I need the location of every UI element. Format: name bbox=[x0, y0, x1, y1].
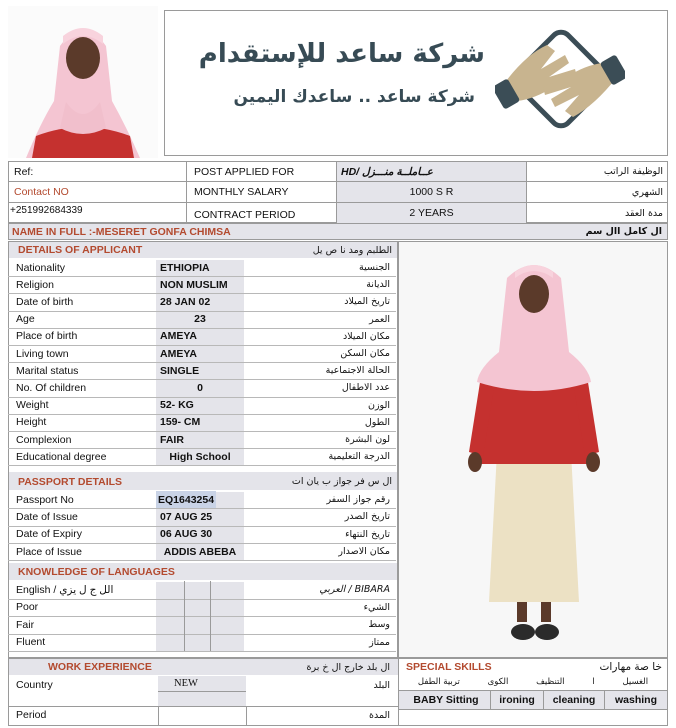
language-divider bbox=[184, 581, 185, 651]
place-of-birth-ar-label: مكان الميلاد bbox=[342, 330, 390, 342]
nationality-value: ETHIOPIA bbox=[160, 261, 210, 274]
living-town-label: Living town bbox=[16, 347, 69, 360]
lang-poor-value-box bbox=[156, 600, 244, 617]
skills-sub-ar bbox=[400, 675, 666, 689]
date-of-issue-label: Date of Issue bbox=[16, 510, 78, 523]
religion-ar-label: الديانة bbox=[366, 279, 390, 291]
marital-status-ar-label: الحالة الاجتماعية bbox=[325, 365, 390, 377]
skill-ar-2: ا bbox=[592, 677, 595, 687]
lang-fair-ar-label: وسط bbox=[368, 619, 390, 631]
complexion-ar-label: لون البشرة bbox=[345, 434, 390, 446]
date-of-birth-ar-label: تاريخ الميلاد bbox=[344, 296, 390, 308]
religion-label: Religion bbox=[16, 278, 54, 291]
marital-status-value: SINGLE bbox=[160, 364, 200, 377]
weight-label: Weight bbox=[16, 399, 49, 412]
contact-label: Contact NO bbox=[14, 186, 69, 198]
passport-no-ar-label: رقم جواز السفر bbox=[326, 494, 390, 506]
date-of-birth-label: Date of birth bbox=[16, 295, 74, 308]
details-title-ar: الطلبم ومد نا ص يل bbox=[312, 244, 392, 256]
height-label: Height bbox=[16, 416, 47, 429]
education-ar-label: الدرجة التعليمية bbox=[328, 451, 390, 463]
passport-no-value: EQ1643254 bbox=[156, 491, 216, 508]
top-banner bbox=[8, 6, 668, 158]
skill-washing: washing bbox=[614, 693, 657, 706]
place-of-issue-ar-label: مكان الاصدار bbox=[338, 546, 390, 558]
post-applied-label: POST APPLIED FOR bbox=[194, 165, 295, 178]
lang-poor-label: Poor bbox=[16, 601, 39, 614]
date-of-issue-value: 07 AUG 25 bbox=[160, 510, 213, 523]
children-value: 0 bbox=[197, 381, 203, 394]
company-logo bbox=[495, 25, 625, 145]
full-name-ar: ال كامل اال سم bbox=[585, 226, 662, 237]
age-value: 23 bbox=[194, 313, 206, 326]
skill-ironing: ironing bbox=[499, 693, 535, 706]
height-value: 159- CM bbox=[160, 416, 201, 429]
language-divider bbox=[210, 581, 211, 651]
lang-fluent-ar-label: ممتاز bbox=[369, 636, 390, 648]
weight-value: 52- KG bbox=[160, 399, 194, 412]
education-label: Educational degree bbox=[16, 450, 107, 463]
date-of-expiry-ar-label: تاريخ النتهاء bbox=[345, 528, 390, 540]
living-town-ar-label: مكان السكن bbox=[340, 348, 390, 360]
skill-cleaning: cleaning bbox=[552, 693, 596, 706]
languages-title: KNOWLEDGE OF LANGUAGES bbox=[18, 565, 175, 578]
passport-no-label: Passport No bbox=[16, 493, 74, 506]
date-of-expiry-label: Date of Expiry bbox=[16, 528, 82, 541]
lang-poor-ar-label: الشيء bbox=[363, 601, 390, 613]
company-title: شركة ساعد للإستقدام bbox=[198, 39, 485, 69]
nationality-ar-label: الجنسية bbox=[359, 262, 390, 274]
lang-fair-value-box bbox=[156, 617, 244, 634]
post-value: HD/ عــاملــة منـــزل bbox=[337, 162, 526, 181]
period-label: Period bbox=[16, 709, 47, 721]
skill-ar-4: الكوى bbox=[487, 677, 509, 687]
living-town-value: AMEYA bbox=[160, 347, 197, 360]
monthly-salary-label: MONTHLY SALARY bbox=[194, 186, 289, 198]
details-title: DETAILS OF APPLICANT bbox=[18, 244, 143, 256]
weight-ar-label: الوزن bbox=[367, 399, 390, 411]
height-ar-label: الطول bbox=[364, 416, 390, 428]
skill-ar-5: تربية الطفل bbox=[417, 677, 460, 687]
passport-title-ar: ال س فر جواز ب يان ات bbox=[291, 476, 392, 487]
age-label: Age bbox=[16, 313, 35, 326]
education-value: High School bbox=[169, 450, 231, 463]
passport-title: PASSPORT DETAILS bbox=[18, 475, 123, 488]
applicant-small-photo bbox=[8, 6, 158, 158]
applicant-full-photo bbox=[398, 241, 668, 658]
period-ar: المدة bbox=[369, 709, 390, 721]
contract-period-label: CONTRACT PERIOD bbox=[194, 208, 296, 221]
company-banner bbox=[164, 10, 668, 156]
children-ar-label: عدد الاطفال bbox=[341, 382, 390, 394]
country-ar: البلد bbox=[373, 679, 390, 691]
date-of-issue-ar-label: تاريخ الصدر bbox=[344, 511, 390, 523]
lang-english-label: English / الل ج ل يزي bbox=[16, 583, 114, 596]
children-label: No. Of children bbox=[16, 381, 87, 394]
contract-value: 2 YEARS bbox=[337, 203, 526, 223]
country-label: Country bbox=[16, 679, 53, 691]
contract-ar-label: مدة العقد bbox=[625, 207, 663, 219]
phone-number: +251992684339 bbox=[10, 204, 83, 216]
place-of-birth-value: AMEYA bbox=[160, 330, 197, 343]
complexion-value: FAIR bbox=[160, 433, 184, 446]
salary-ar-label: الشهري bbox=[631, 186, 663, 198]
place-of-birth-label: Place of birth bbox=[16, 330, 78, 343]
place-of-issue-label: Place of Issue bbox=[16, 545, 82, 558]
complexion-label: Complexion bbox=[16, 433, 72, 446]
skills-title: SPECIAL SKILLS bbox=[406, 661, 492, 673]
lang-fair-label: Fair bbox=[16, 618, 35, 631]
lang-english-ar-label: BIBARA / العربي bbox=[319, 584, 390, 596]
skill-ar-3: التنظيف bbox=[536, 677, 565, 687]
full-name: NAME IN FULL :-MESERET GONFA CHIMSA bbox=[12, 225, 231, 238]
skill-ar-1: الغسيل bbox=[622, 677, 649, 687]
date-of-expiry-value: 06 AUG 30 bbox=[160, 528, 213, 541]
country-value: NEW bbox=[174, 677, 198, 689]
lang-fluent-label: Fluent bbox=[16, 636, 46, 649]
skill-baby-sitting: BABY Sitting bbox=[413, 693, 479, 706]
nationality-label: Nationality bbox=[16, 261, 66, 274]
marital-status-label: Marital status bbox=[16, 364, 79, 377]
company-subtitle: شركة ساعد .. ساعدك اليمين bbox=[233, 87, 475, 107]
skills-title-ar: خا صة مهارات bbox=[599, 661, 662, 673]
work-title: WORK EXPERIENCE bbox=[48, 661, 152, 673]
salary-value: 1000 S R bbox=[337, 182, 526, 202]
work-title-ar: ال بلد خارج ال خ برة bbox=[306, 661, 390, 673]
post-ar-label: الوظيفة الراتب bbox=[603, 166, 663, 177]
lang-fluent-value-box bbox=[156, 635, 244, 652]
ref-label: Ref: bbox=[14, 165, 34, 178]
date-of-birth-value: 28 JAN 02 bbox=[160, 295, 211, 308]
age-ar-label: العمر bbox=[369, 313, 390, 325]
religion-value: NON MUSLIM bbox=[160, 278, 228, 291]
place-of-issue-value: ADDIS ABEBA bbox=[163, 545, 237, 558]
lang-english-value-box bbox=[156, 582, 244, 599]
